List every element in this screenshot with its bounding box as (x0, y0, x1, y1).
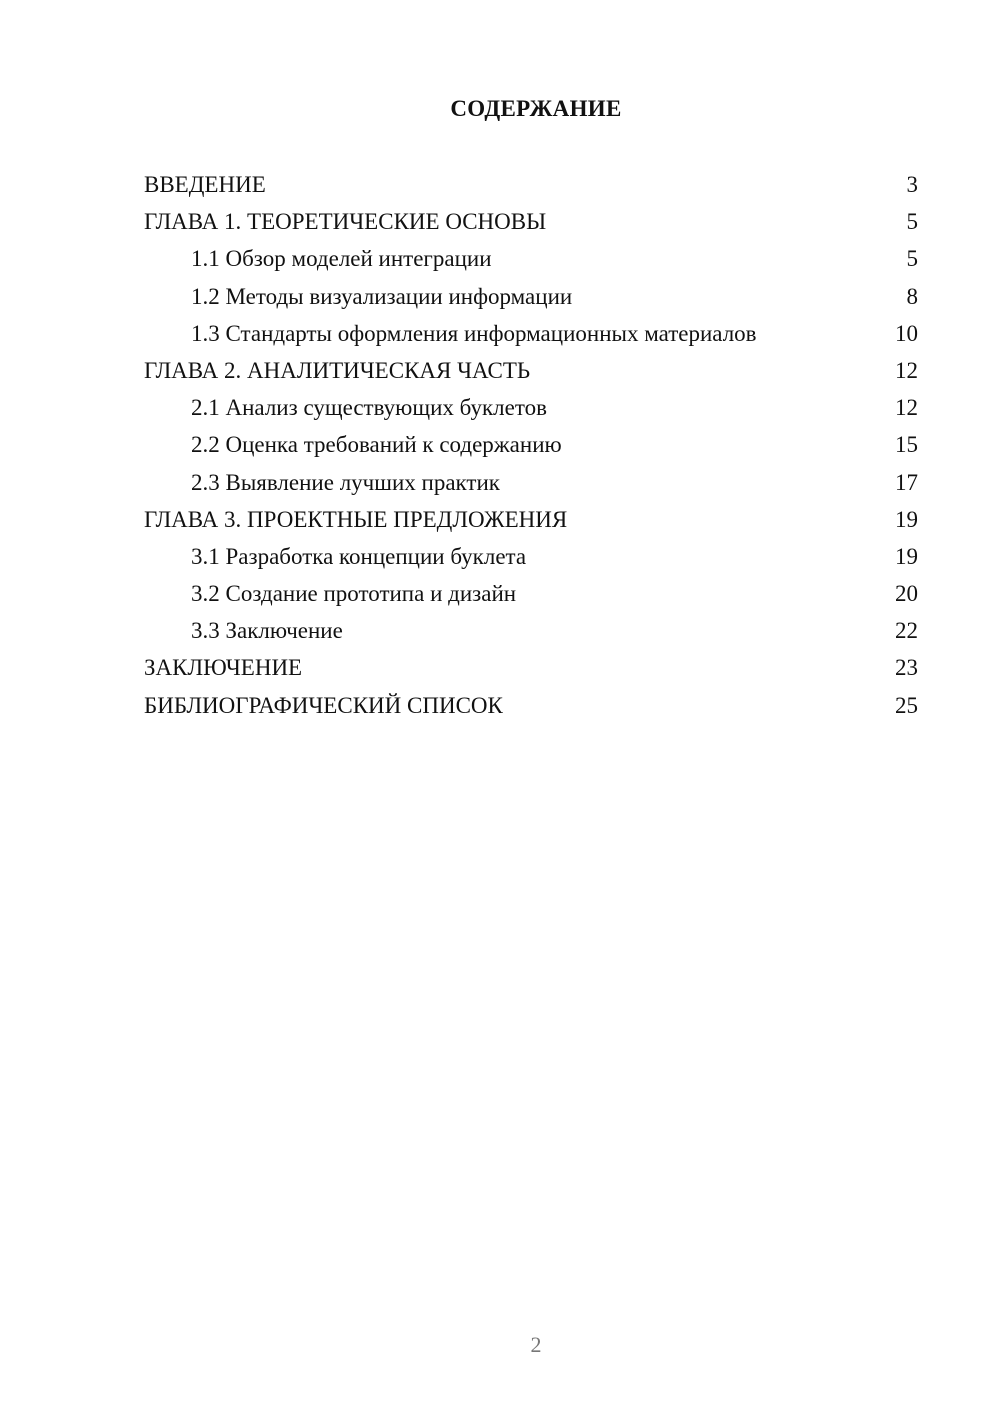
toc-entry-page: 12 (895, 357, 918, 383)
toc-entry-page: 25 (895, 692, 918, 718)
toc-entry (144, 426, 918, 463)
toc-entry-label: 2.3 Выявление лучших практик (191, 469, 500, 495)
toc-entry-page: 5 (906, 209, 918, 235)
toc-entry (144, 538, 918, 575)
toc-entry-page: 20 (895, 581, 918, 607)
toc-entry-label: 1.1 Обзор моделей интеграции (191, 246, 492, 272)
toc-entry-label: ГЛАВА 2. АНАЛИТИЧЕСКАЯ ЧАСТЬ (144, 357, 531, 383)
toc-entry-page: 15 (895, 432, 918, 458)
toc-entry (144, 315, 918, 352)
table-of-contents (144, 166, 918, 724)
toc-entry-label: ГЛАВА 3. ПРОЕКТНЫЕ ПРЕДЛОЖЕНИЯ (144, 506, 568, 532)
toc-entry-label: 2.2 Оценка требований к содержанию (191, 432, 562, 458)
toc-entry (144, 649, 918, 686)
toc-entry-page: 22 (895, 618, 918, 644)
toc-entry-page: 3 (906, 172, 918, 197)
toc-entry (144, 687, 918, 724)
toc-entry-label: ГЛАВА 1. ТЕОРЕТИЧЕСКИЕ ОСНОВЫ (144, 209, 547, 235)
toc-entry-label: 3.1 Разработка концепции буклета (191, 543, 527, 569)
toc-entry (144, 240, 918, 277)
toc-entry-page: 19 (895, 506, 918, 532)
toc-entry (144, 352, 918, 389)
toc-entry (144, 501, 918, 538)
toc-entry-label: ЗАКЛЮЧЕНИЕ (144, 655, 303, 681)
page-title: СОДЕРЖАНИЕ (450, 96, 622, 121)
toc-entry (144, 203, 918, 240)
toc-entry-label: 3.3 Заключение (191, 618, 343, 644)
toc-entry-label: 1.2 Методы визуализации информации (191, 283, 573, 309)
toc-entry (144, 278, 918, 315)
toc-entry-page: 23 (895, 655, 918, 681)
page-number: 2 (530, 1332, 542, 1357)
toc-entry-page: 17 (895, 469, 918, 495)
toc-entry-label: 3.2 Создание прототипа и дизайн (191, 581, 517, 607)
toc-entry (144, 612, 918, 649)
toc-entry-page: 8 (906, 283, 918, 309)
toc-entry-page: 12 (895, 395, 918, 421)
toc-entry (144, 464, 918, 501)
toc-entry-label: БИБЛИОГРАФИЧЕСКИЙ СПИСОК (144, 692, 503, 718)
toc-entry-label: ВВЕДЕНИЕ (144, 172, 266, 197)
toc-entry-page: 5 (906, 246, 918, 272)
toc-entry (144, 166, 918, 203)
toc-entry-page: 19 (895, 543, 918, 569)
toc-entry-label: 1.3 Стандарты оформления информационных материалов (191, 320, 757, 346)
toc-entry-label: 2.1 Анализ существующих буклетов (191, 395, 547, 421)
toc-entry-page: 10 (895, 320, 918, 346)
toc-entry (144, 575, 918, 612)
toc-entry (144, 389, 918, 426)
